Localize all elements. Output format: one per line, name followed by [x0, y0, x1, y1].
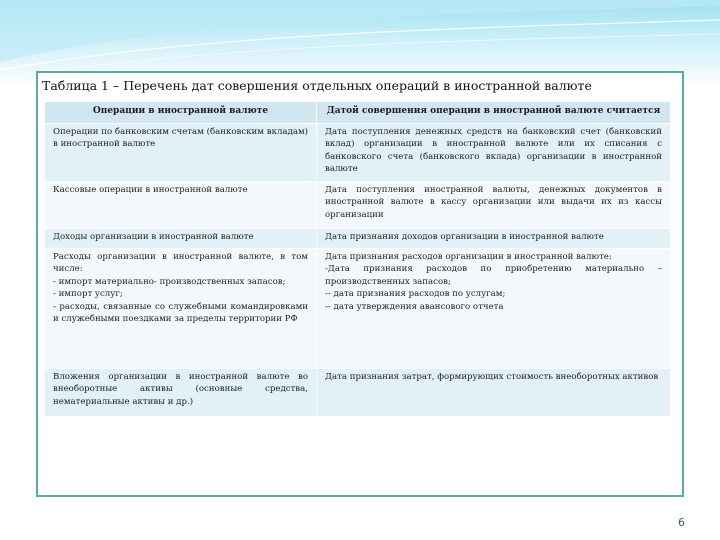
- table-header-row: [45, 102, 671, 124]
- cell-text: -Дата признания расходов по приобретению материально – производственных запасов;: [325, 264, 662, 287]
- cell-text: Вложения организации в иностранной валюте во внеоборотные активы (основные средства, нематериальные активы и др.): [53, 371, 308, 407]
- operation-cell: [45, 181, 317, 228]
- table-row: [45, 368, 671, 416]
- date-cell: [317, 368, 671, 416]
- operation-cell: [45, 123, 317, 181]
- cell-text: -- дата признания расходов по услугам;: [325, 289, 506, 299]
- cell-text: -- дата утверждения авансового отчета: [325, 301, 504, 312]
- column-header-operations: Операции в иностранной валюте: [45, 102, 317, 124]
- cell-text: Операции по банковским счетам (банковским вкладам) в иностранной валюте: [53, 126, 308, 149]
- operation-cell: [45, 228, 317, 248]
- table-row: [45, 248, 671, 368]
- column-header-date: Датой совершения операции в иностранной валюте считается: [317, 102, 671, 124]
- cell-text: Расходы организации в иностранной валюте, в том числе:: [53, 251, 308, 274]
- operations-table: [44, 101, 671, 417]
- table-row: [45, 228, 671, 248]
- date-cell: [317, 123, 671, 181]
- cell-text: Дата поступления иностранной валюты, денежных документов в иностранной валюте в кассу организации или выдачи их из кассы организации: [325, 184, 662, 220]
- cell-text: Кассовые операции в иностранной валюте: [53, 184, 248, 195]
- table-caption: Таблица 1 – Перечень дат совершения отдельных операций в иностранной валюте: [42, 78, 592, 93]
- cell-text: Дата признания доходов организации в иностранной валюте: [325, 231, 604, 242]
- date-cell: [317, 248, 671, 368]
- operation-cell: [45, 368, 317, 416]
- cell-text: - импорт материально- производственных запасов;: [53, 276, 286, 287]
- cell-text: - расходы, связанные со служебными командировками и служебными поездками за пределы территории РФ: [53, 301, 308, 324]
- operation-cell: [45, 248, 317, 368]
- date-cell: [317, 181, 671, 228]
- table-row: [45, 181, 671, 228]
- cell-text: Дата поступления денежных средств на банковский счет (банковский вклад) организации в иностранной валюте или их списания с банковского счета (банковского вклада) организации в иностранной валюте: [325, 126, 662, 174]
- table-row: [45, 123, 671, 181]
- slide-number: 6: [678, 516, 685, 529]
- date-cell: [317, 228, 671, 248]
- cell-text: - импорт услуг;: [53, 289, 123, 299]
- cell-text: Дата признания затрат, формирующих стоимость внеоборотных активов: [325, 371, 659, 382]
- cell-text: Дата признания расходов организации в иностранной валюте:: [325, 251, 612, 262]
- cell-text: Доходы организации в иностранной валюте: [53, 231, 254, 242]
